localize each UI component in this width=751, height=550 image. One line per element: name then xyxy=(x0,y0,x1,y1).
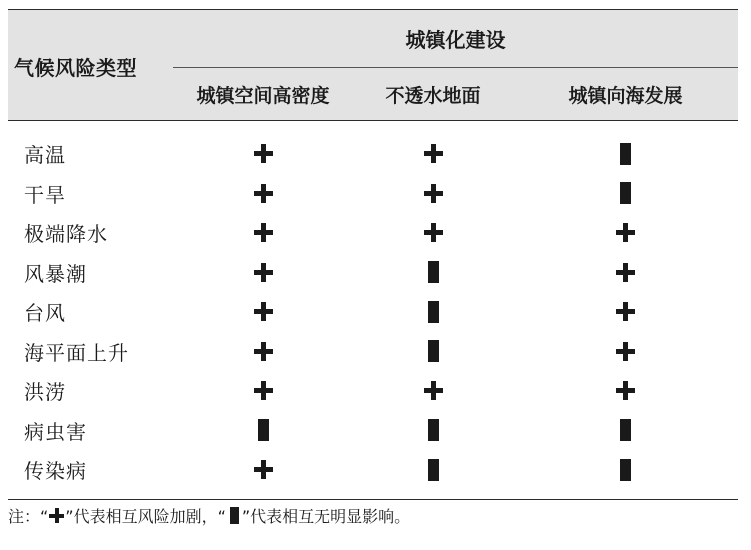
table-cell xyxy=(513,213,738,253)
table-cell xyxy=(173,292,353,332)
table-cell xyxy=(513,371,738,411)
table-cell xyxy=(173,411,353,451)
bar-icon xyxy=(428,261,439,283)
plus-icon xyxy=(254,302,273,321)
table-row xyxy=(8,253,738,293)
table-cell xyxy=(173,253,353,293)
table-row xyxy=(8,134,738,174)
table-cell xyxy=(173,213,353,253)
table-cell xyxy=(173,450,353,490)
plus-icon xyxy=(424,144,443,163)
table-cell xyxy=(353,371,513,411)
bar-icon xyxy=(620,143,631,165)
table-row xyxy=(8,450,738,490)
plus-icon xyxy=(254,460,273,479)
note-suffix: ”代表相互无明显影响。 xyxy=(241,507,411,526)
table-row xyxy=(8,174,738,214)
table-cell xyxy=(353,450,513,490)
table-cell xyxy=(513,253,738,293)
plus-icon xyxy=(254,223,273,242)
header-risk-type: 气候风险类型 xyxy=(14,56,137,80)
table-cell xyxy=(513,450,738,490)
row-label: 海平面上升 xyxy=(24,340,129,365)
row-label: 台风 xyxy=(24,301,66,326)
plus-icon xyxy=(616,302,635,321)
plus-icon xyxy=(424,381,443,400)
table-cell xyxy=(513,174,738,214)
table-cell xyxy=(353,292,513,332)
table-cell xyxy=(513,332,738,372)
table-cell xyxy=(353,134,513,174)
row-label: 病虫害 xyxy=(24,419,87,444)
table-cell xyxy=(353,253,513,293)
table-row xyxy=(8,411,738,451)
table-cell xyxy=(173,174,353,214)
table-cell xyxy=(353,332,513,372)
header-col-seaward-development: 城镇向海发展 xyxy=(568,84,683,107)
bar-icon xyxy=(230,507,239,524)
plus-icon xyxy=(254,381,273,400)
bar-icon xyxy=(620,419,631,441)
table-row xyxy=(8,332,738,372)
table-cell xyxy=(513,134,738,174)
bar-icon xyxy=(428,419,439,441)
note-prefix: 注：“ xyxy=(8,507,49,526)
row-label: 极端降水 xyxy=(24,222,108,247)
plus-icon xyxy=(424,223,443,242)
table-cell xyxy=(173,134,353,174)
plus-icon xyxy=(616,223,635,242)
plus-icon xyxy=(49,508,64,523)
bar-icon xyxy=(428,340,439,362)
bar-icon xyxy=(428,459,439,481)
plus-icon xyxy=(424,184,443,203)
header-col-impervious-ground: 不透水地面 xyxy=(385,84,481,107)
table-body xyxy=(8,121,738,500)
header-group-urbanization: 城镇化建设 xyxy=(405,27,506,52)
table-cell xyxy=(353,411,513,451)
table-cell xyxy=(513,411,738,451)
bar-icon xyxy=(620,182,631,204)
plus-icon xyxy=(254,263,273,282)
row-label: 高温 xyxy=(24,143,66,168)
row-label: 洪涝 xyxy=(24,380,66,405)
plus-icon xyxy=(616,342,635,361)
bar-icon xyxy=(428,301,439,323)
plus-icon xyxy=(254,342,273,361)
table-cell xyxy=(353,174,513,214)
plus-icon xyxy=(254,144,273,163)
table-row xyxy=(8,292,738,332)
table-cell xyxy=(173,332,353,372)
row-label: 传染病 xyxy=(24,459,87,484)
plus-icon xyxy=(616,381,635,400)
row-label: 风暴潮 xyxy=(24,261,87,286)
note-middle: ”代表相互风险加剧，“ xyxy=(65,507,226,526)
row-label: 干旱 xyxy=(24,182,66,207)
bar-icon xyxy=(620,459,631,481)
table-cell xyxy=(513,292,738,332)
climate-risk-table xyxy=(8,9,738,500)
header-col-high-density: 城镇空间高密度 xyxy=(196,84,330,107)
plus-icon xyxy=(616,263,635,282)
table-cell xyxy=(173,371,353,411)
table-header xyxy=(8,9,738,121)
table-note xyxy=(8,504,410,527)
plus-icon xyxy=(254,184,273,203)
table-row xyxy=(8,213,738,253)
table-row xyxy=(8,371,738,411)
bar-icon xyxy=(258,419,269,441)
table-cell xyxy=(353,213,513,253)
